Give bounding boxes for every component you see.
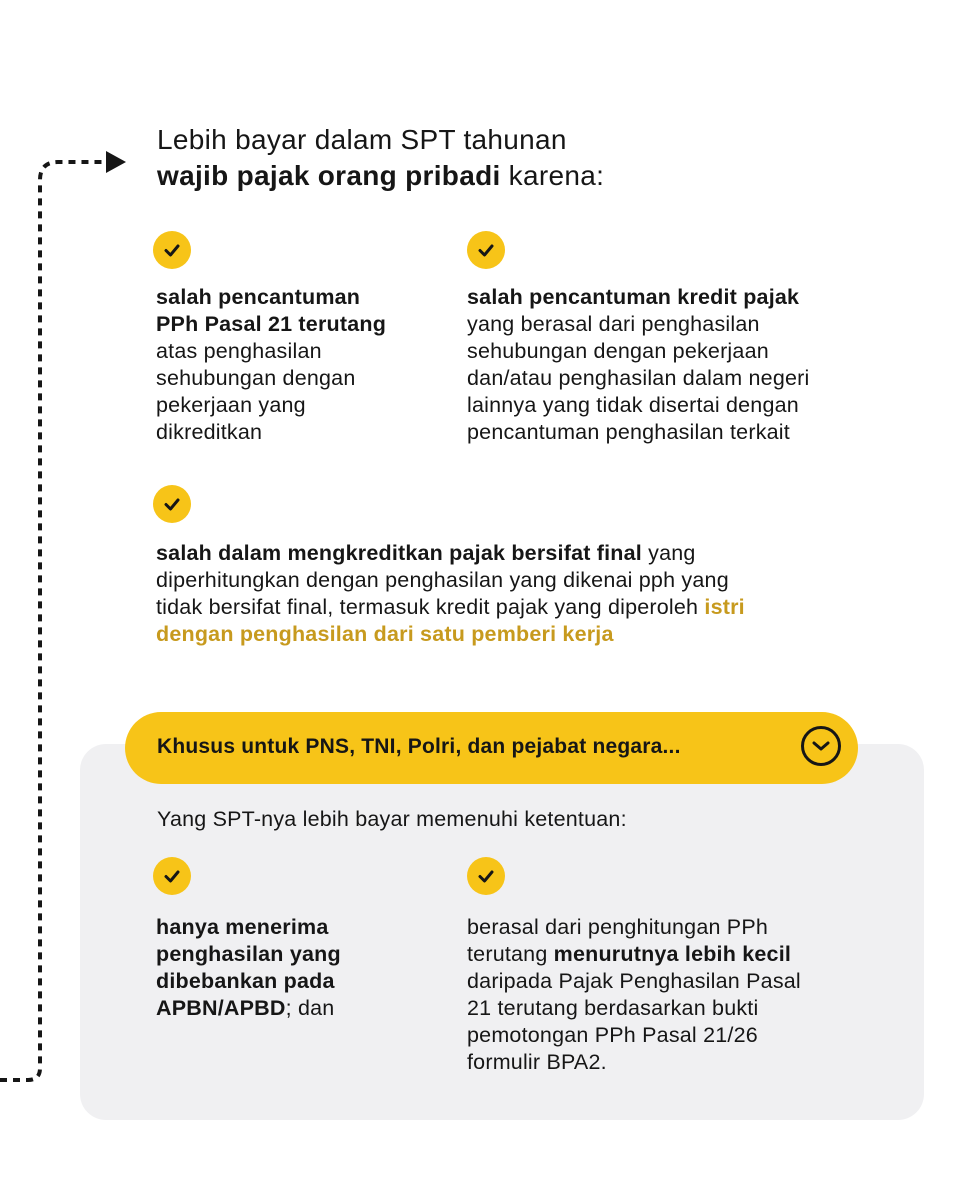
condition-2-line-4: 21 terutang berdasarkan bukti	[467, 996, 759, 1020]
heading-rest: karena:	[500, 160, 605, 191]
reason-1-line-5: pekerjaan yang	[156, 393, 306, 417]
reason-3-bold: salah dalam mengkreditkan pajak bersifat final	[156, 541, 642, 565]
special-condition-1	[156, 914, 446, 1022]
reason-3	[156, 540, 916, 648]
reason-3-rest: yang	[641, 541, 696, 565]
reason-3-line-2: diperhitungkan dengan penghasilan yang dikenai pph yang	[156, 568, 729, 592]
reason-2-bold-1: salah pencantuman kredit pajak	[467, 285, 800, 309]
heading-line-2	[157, 160, 604, 192]
condition-2-line-5: pemotongan PPh Pasal 21/26	[467, 1023, 758, 1047]
reason-3-line-3: tidak bersifat final, termasuk kredit pajak yang diperoleh	[156, 595, 705, 619]
check-icon	[467, 231, 505, 269]
reason-1-line-3: atas penghasilan	[156, 339, 322, 363]
special-toggle-label: Khusus untuk PNS, TNI, Polri, dan pejabat negara...	[157, 735, 681, 758]
condition-2-line-2: terutang	[467, 942, 554, 966]
reason-1-line-6: dikreditkan	[156, 420, 263, 444]
reason-2-line-5: lainnya yang tidak disertai dengan	[467, 393, 799, 417]
condition-2-line-1: berasal dari penghitungan PPh	[467, 915, 769, 939]
condition-2-line-6: formulir BPA2.	[467, 1050, 607, 1074]
special-condition-2	[467, 914, 907, 1076]
reason-2-line-3: sehubungan dengan pekerjaan	[467, 339, 769, 363]
reason-2	[467, 284, 907, 446]
reason-1-bold-2: PPh Pasal 21 terutang	[156, 312, 387, 336]
condition-1-bold-2: penghasilan yang	[156, 942, 341, 966]
condition-1-bold-1: hanya menerima	[156, 915, 329, 939]
reason-1-bold-1: salah pencantuman	[156, 285, 361, 309]
reason-3-highlight-1: istri	[704, 595, 745, 619]
check-icon	[153, 485, 191, 523]
chevron-down-icon[interactable]	[801, 726, 841, 766]
heading-line-1: Lebih bayar dalam SPT tahunan	[157, 124, 567, 155]
heading-bold: wajib pajak orang pribadi	[157, 160, 501, 191]
reason-2-line-6: pencantuman penghasilan terkait	[467, 420, 790, 444]
reason-2-line-2: yang berasal dari penghasilan	[467, 312, 760, 336]
reason-1	[156, 284, 446, 446]
condition-1-bold-3: dibebankan pada	[156, 969, 335, 993]
check-icon	[467, 857, 505, 895]
reason-1-line-4: sehubungan dengan	[156, 366, 356, 390]
reason-2-line-4: dan/atau penghasilan dalam negeri	[467, 366, 810, 390]
condition-1-rest: ; dan	[285, 996, 335, 1020]
reason-3-highlight-2: dengan penghasilan dari satu pemberi kerja	[156, 622, 614, 646]
condition-2-line-3: daripada Pajak Penghasilan Pasal	[467, 969, 801, 993]
special-toggle-button[interactable]	[125, 712, 858, 784]
condition-1-bold-4: APBN/APBD	[156, 996, 286, 1020]
condition-2-bold: menurutnya lebih kecil	[553, 942, 792, 966]
special-intro: Yang SPT-nya lebih bayar memenuhi ketentuan:	[157, 807, 627, 831]
check-icon	[153, 231, 191, 269]
check-icon	[153, 857, 191, 895]
